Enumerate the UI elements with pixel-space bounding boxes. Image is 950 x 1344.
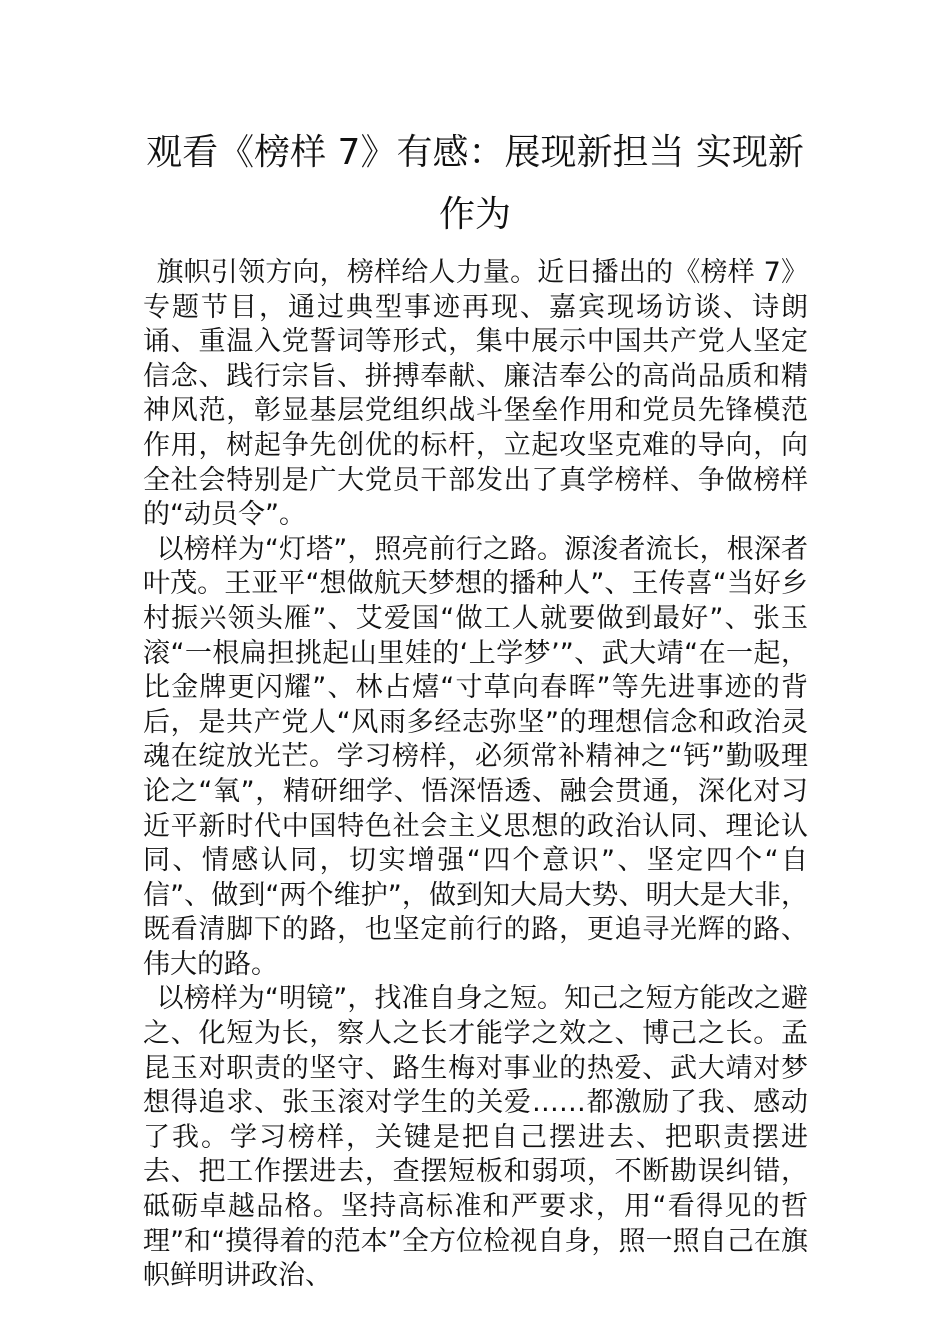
paragraph: 旗帜引领方向，榜样给人力量。近日播出的《榜样 7》专题节目，通过典型事迹再现、嘉宾现场访谈、诗朗诵、重温入党誓词等形式，集中展示中国共产党人坚定信念、践行宗旨、拼搏奉献、廉洁奉公的高尚品质和精神风范，彰显基层党组织战斗堡垒作用和党员先锋模范作用，树起争先创优的标杆，立起攻坚克难的导向，向全社会特别是广大党员干部发出了真学榜样、争做榜样的“动员令”。 [143, 257, 808, 531]
document-title: 观看《榜样 7》有感：展现新担当 实现新作为 [146, 132, 804, 235]
document-body [143, 256, 808, 1294]
paragraph: 以榜样为“明镜”，找准自身之短。知己之短方能改之避之、化短为长，察人之长才能学之效之、博己之长。孟昆玉对职责的坚守、路生梅对事业的热爱、武大靖对梦想得追求、张玉滚对学生的关爱……都激励了我、感动了我。学习榜样，关键是把自己摆进去、把职责摆进去、把工作摆进去，查摆短板和弱项，不断勘误纠错，砥砺卓越品格。坚持高标准和严要求，用“看得见的哲理”和“摸得着的范本”全方位检视自身，照一照自己在旗帜鲜明讲政治、 [143, 983, 808, 1292]
paragraph: 以榜样为“灯塔”，照亮前行之路。源浚者流长，根深者叶茂。王亚平“想做航天梦想的播种人”、王传喜“当好乡村振兴领头雁”、艾爱国“做工人就要做到最好”、张玉滚“一根扁担挑起山里娃的‘上学梦’”、武大靖“在一起，比金牌更闪耀”、林占熺“寸草向春晖”等先进事迹的背后，是共产党人“风雨多经志弥坚”的理想信念和政治灵魂在绽放光芒。学习榜样，必须常补精神之“钙”勤吸理论之“氧”，精研细学、悟深悟透、融会贯通，深化对习近平新时代中国特色社会主义思想的政治认同、理论认同、情感认同，切实增强“四个意识”、坚定四个“自信”、做到“两个维护”，做到知大局大势、明大是大非，既看清脚下的路，也坚定前行的路，更追寻光辉的路、伟大的路。 [143, 533, 808, 980]
